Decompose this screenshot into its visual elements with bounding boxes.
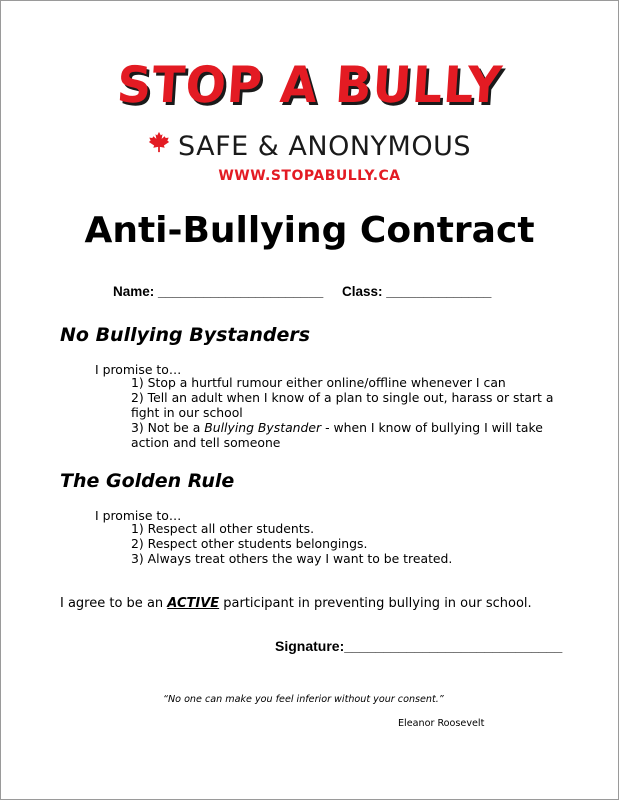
list-item xyxy=(131,420,543,435)
signature-line xyxy=(275,638,562,654)
section-intro: I promise to… xyxy=(95,362,182,377)
list-item: 1) Stop a hurtful rumour either online/offline whenever I can xyxy=(131,375,506,390)
logo-url: WWW.STOPABULLY.CA xyxy=(218,168,401,184)
section-intro: I promise to… xyxy=(95,508,182,523)
name-class-line xyxy=(113,284,491,299)
signature-label: Signature: xyxy=(275,638,345,654)
logo-subtitle: SAFE & ANONYMOUS xyxy=(178,131,471,162)
item-emphasis: Bullying Bystander xyxy=(204,420,322,435)
section-heading-golden-rule: The Golden Rule xyxy=(60,470,235,492)
agree-prefix: I agree to be an xyxy=(60,596,168,611)
list-item: 3) Always treat others the way I want to be treated. xyxy=(131,551,453,566)
list-item: 1) Respect all other students. xyxy=(131,521,315,536)
list-item: 2) Respect other students belongings. xyxy=(131,536,368,551)
logo-subtitle-row xyxy=(0,131,619,163)
logo xyxy=(0,58,619,112)
page-title: Anti-Bullying Contract xyxy=(84,210,535,251)
name-blank: ______________________ xyxy=(158,284,324,299)
list-item-continued: action and tell someone xyxy=(131,435,281,450)
list-item: 2) Tell an adult when I know of a plan to single out, harass or start a xyxy=(131,390,554,405)
maple-leaf-icon xyxy=(148,129,170,161)
agreement-statement xyxy=(60,596,532,612)
list-item-continued: fight in our school xyxy=(131,405,243,420)
item-suffix: - when I know of bullying I will take xyxy=(321,420,543,435)
agree-emphasis: ACTIVE xyxy=(167,596,220,611)
class-blank: ______________ xyxy=(386,284,492,299)
quote: “No one can make you feel inferior without your consent.” xyxy=(163,694,444,705)
class-label: Class: xyxy=(341,284,383,299)
name-label: Name: xyxy=(113,284,155,299)
agree-suffix: participant in preventing bullying in our school. xyxy=(219,596,532,611)
section-heading-bystanders: No Bullying Bystanders xyxy=(60,324,311,346)
item-prefix: 3) Not be a xyxy=(131,420,205,435)
quote-author: Eleanor Roosevelt xyxy=(398,718,485,729)
signature-blank: ____________________________ xyxy=(344,638,563,654)
logo-title: STOP A BULLY xyxy=(114,56,505,114)
